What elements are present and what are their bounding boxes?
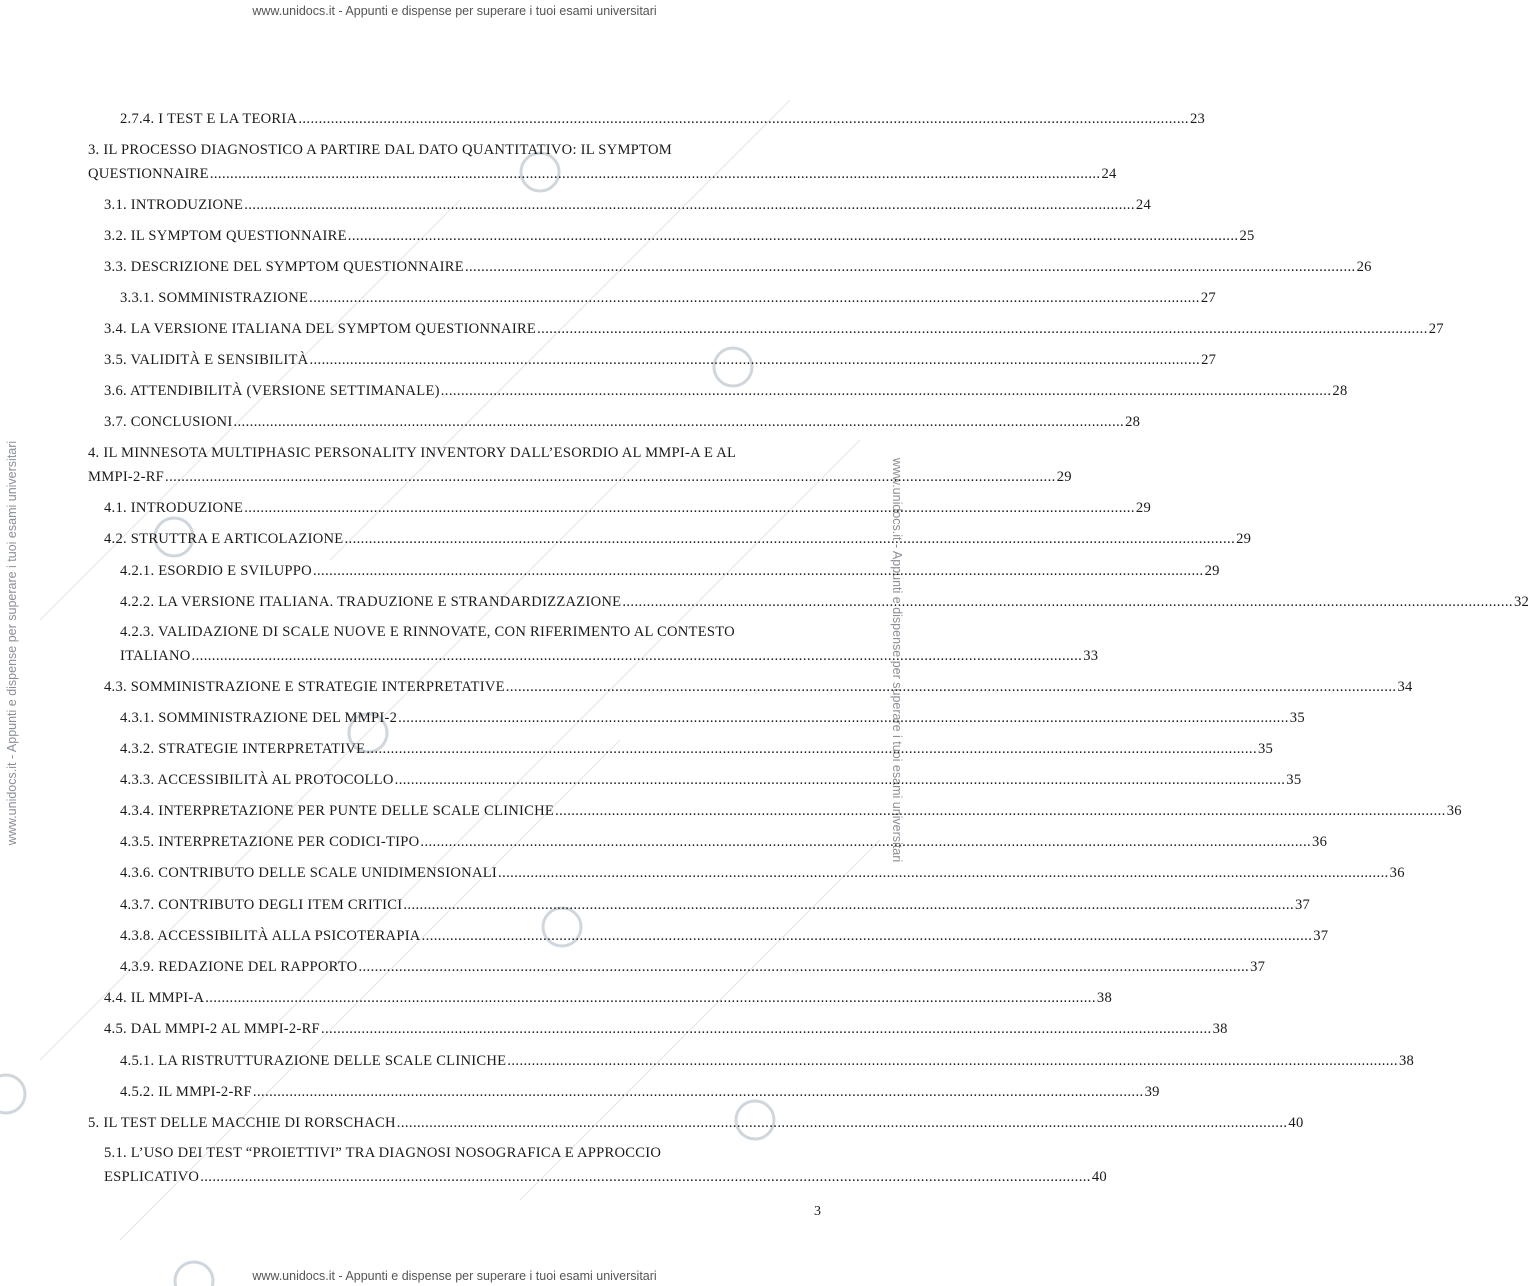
toc-entry-title: 4.2.1. ESORDIO E SVILUPPO <box>120 563 312 579</box>
toc-entry-page: 35 <box>1289 710 1305 726</box>
toc-leader-dots: ............................................................................................................................................................................................................................ <box>622 594 1513 610</box>
toc-entry-page: 32 <box>1513 594 1529 610</box>
toc-entry-page: 25 <box>1239 228 1255 244</box>
toc-entry-page: 33 <box>1083 648 1099 664</box>
toc-leader-dots: ............................................................................................................................................................................................................................ <box>498 865 1389 881</box>
toc-entry-page: 35 <box>1286 772 1302 788</box>
toc-leader-dots: ............................................................................................................................................................................................................................ <box>537 321 1428 337</box>
toc-entry-title: 4.3.6. CONTRIBUTO DELLE SCALE UNIDIMENSIONALI <box>120 865 498 881</box>
toc-entry-page: 29 <box>1236 531 1252 547</box>
toc-entry[interactable] <box>120 593 1529 611</box>
toc-entry-page: 38 <box>1398 1053 1415 1069</box>
toc-leader-dots: ............................................................................................................................................................................................................................ <box>396 1115 1288 1131</box>
toc-leader-dots: ............................................................................................................................................................................................................................ <box>209 166 1101 182</box>
toc-entry[interactable] <box>104 1168 1107 1186</box>
toc-entry[interactable] <box>104 530 1252 548</box>
toc-entry-title: 3.7. CONCLUSIONI <box>104 414 233 430</box>
toc-leader-dots: ............................................................................................................................................................................................................................ <box>358 959 1250 975</box>
toc-entry[interactable] <box>120 802 1462 820</box>
toc-entry-title: 3.2. IL SYMPTOM QUESTIONNAIRE <box>104 228 347 244</box>
toc-entry-title: 4.3.2. STRATEGIE INTERPRETATIVE <box>120 741 366 757</box>
toc-leader-dots: ............................................................................................................................................................................................................................ <box>233 414 1125 430</box>
toc-entry-title: 4.2.2. LA VERSIONE ITALIANA. TRADUZIONE E STRANDARDIZZAZIONE <box>120 594 622 610</box>
toc-leader-dots: ............................................................................................................................................................................................................................ <box>505 679 1397 695</box>
toc-entry[interactable] <box>104 1020 1228 1038</box>
toc-leader-dots: ............................................................................................................................................................................................................................ <box>398 710 1289 726</box>
toc-entry-title: 4.3.1. SOMMINISTRAZIONE DEL MMPI-2 <box>120 710 398 726</box>
toc-entry[interactable] <box>104 678 1413 696</box>
toc-leader-dots: ............................................................................................................................................................................................................................ <box>320 1021 1212 1037</box>
toc-leader-dots: ............................................................................................................................................................................................................................ <box>403 897 1294 913</box>
toc-entry-title: 4.5. DAL MMPI-2 AL MMPI-2-RF <box>104 1021 320 1037</box>
watermark-side-right: www.unidocs.it - Appunti e dispense per superare i tuoi esami universitari <box>890 457 904 863</box>
toc-leader-dots: ............................................................................................................................................................................................................................ <box>252 1084 1144 1100</box>
toc-entry-page: 37 <box>1295 897 1311 913</box>
toc-entry-title: 3.3.1. SOMMINISTRAZIONE <box>120 290 309 306</box>
toc-entry[interactable] <box>88 1114 1304 1132</box>
toc-entry-page: 24 <box>1101 166 1117 182</box>
toc-entry-title: 3.4. LA VERSIONE ITALIANA DEL SYMPTOM QUESTIONNAIRE <box>104 321 537 337</box>
watermark-banner-bottom: www.unidocs.it - Appunti e dispense per superare i tuoi esami universitari <box>252 1269 657 1283</box>
toc-entry-title: 3.1. INTRODUZIONE <box>104 197 244 213</box>
toc-entry-title: 4.3.5. INTERPRETAZIONE PER CODICI-TIPO <box>120 834 420 850</box>
toc-entry-page: 40 <box>1091 1169 1107 1185</box>
toc-entry-page: 23 <box>1189 111 1206 127</box>
toc-entry-page: 35 <box>1258 741 1274 757</box>
toc-entry-title: 2.7.4. I TEST E LA TEORIA <box>120 111 298 127</box>
toc-leader-dots: ............................................................................................................................................................................................................................ <box>464 259 1356 275</box>
toc-entry[interactable] <box>120 289 1216 307</box>
toc-entry-title: 3.6. ATTENDIBILITÀ (VERSIONE SETTIMANALE) <box>104 383 440 399</box>
toc-entry-title-line1: 4. IL MINNESOTA MULTIPHASIC PERSONALITY INVENTORY DALL’ESORDIO AL MMPI-A E AL <box>88 445 737 461</box>
toc-entry[interactable] <box>120 740 1274 758</box>
toc-leader-dots: ............................................................................................................................................................................................................................ <box>191 648 1083 664</box>
toc-entry-page: 36 <box>1312 834 1328 850</box>
toc-entry-title: 4.3.8. ACCESSIBILITÀ ALLA PSICOTERAPIA <box>120 928 421 944</box>
toc-leader-dots: ............................................................................................................................................................................................................................ <box>200 1169 1091 1185</box>
toc-entry-page: 29 <box>1056 469 1072 485</box>
toc-leader-dots: ............................................................................................................................................................................................................................ <box>165 469 1056 485</box>
toc-entry-title: ESPLICATIVO <box>104 1169 200 1185</box>
toc-leader-dots: ............................................................................................................................................................................................................................ <box>507 1053 1398 1069</box>
toc-entry-page: 24 <box>1135 197 1151 213</box>
toc-entry-title: 4.3.3. ACCESSIBILITÀ AL PROTOCOLLO <box>120 772 394 788</box>
toc-entry-title: 3.3. DESCRIZIONE DEL SYMPTOM QUESTIONNAIRE <box>104 259 464 275</box>
toc-leader-dots: ............................................................................................................................................................................................................................ <box>298 111 1189 127</box>
toc-leader-dots: ............................................................................................................................................................................................................................ <box>344 531 1236 547</box>
toc-leader-dots: ............................................................................................................................................................................................................................ <box>309 352 1201 368</box>
page-number: 3 <box>814 1204 821 1219</box>
toc-entry-title-line1: 3. IL PROCESSO DIAGNOSTICO A PARTIRE DAL DATO QUANTITATIVO: IL SYMPTOM <box>88 142 672 158</box>
toc-leader-dots: ............................................................................................................................................................................................................................ <box>421 928 1313 944</box>
toc-entry-title: 3.5. VALIDITÀ E SENSIBILITÀ <box>104 352 309 368</box>
toc-entry-title: MMPI-2-RF <box>88 469 165 485</box>
toc-entry-page: 38 <box>1212 1021 1228 1037</box>
toc-entry[interactable] <box>104 227 1255 245</box>
toc-leader-dots: ............................................................................................................................................................................................................................ <box>205 990 1096 1006</box>
toc-entry[interactable] <box>104 382 1348 400</box>
toc-entry[interactable] <box>120 709 1305 727</box>
toc-entry-page: 29 <box>1204 563 1220 579</box>
toc-entry-page: 36 <box>1389 865 1405 881</box>
toc-entry[interactable] <box>120 833 1328 851</box>
toc-entry-page: 29 <box>1135 500 1151 516</box>
toc-entry-title: 4.5.1. LA RISTRUTTURAZIONE DELLE SCALE CLINICHE <box>120 1053 507 1069</box>
toc-entry[interactable] <box>104 351 1217 369</box>
toc-entry[interactable] <box>104 989 1112 1007</box>
toc-entry[interactable] <box>104 499 1151 517</box>
toc-entry[interactable] <box>120 647 1099 665</box>
toc-entry-page: 37 <box>1250 959 1266 975</box>
toc-entry-title: 4.5.2. IL MMPI-2-RF <box>120 1084 252 1100</box>
toc-entry[interactable] <box>104 320 1444 338</box>
toc-leader-dots: ............................................................................................................................................................................................................................ <box>312 563 1204 579</box>
toc-leader-dots: ............................................................................................................................................................................................................................ <box>366 741 1257 757</box>
toc-leader-dots: ............................................................................................................................................................................................................................ <box>555 803 1446 819</box>
toc-leader-dots: ............................................................................................................................................................................................................................ <box>244 197 1135 213</box>
toc-entry-page: 26 <box>1356 259 1372 275</box>
toc-entry[interactable] <box>120 771 1302 789</box>
toc-entry[interactable] <box>120 1083 1160 1101</box>
toc-entry[interactable] <box>120 110 1206 128</box>
toc-entry-title: 4.3.4. INTERPRETAZIONE PER PUNTE DELLE SCALE CLINICHE <box>120 803 555 819</box>
toc-entry-title: 4.3.9. REDAZIONE DEL RAPPORTO <box>120 959 358 975</box>
toc-entry-page: 27 <box>1428 321 1444 337</box>
toc-entry-title: 4.2. STRUTTRA E ARTICOLAZIONE <box>104 531 344 547</box>
toc-entry-title: 4.3. SOMMINISTRAZIONE E STRATEGIE INTERPRETATIVE <box>104 679 505 695</box>
toc-leader-dots: ............................................................................................................................................................................................................................ <box>347 228 1239 244</box>
toc-entry[interactable] <box>120 896 1311 914</box>
toc-entry[interactable] <box>120 927 1329 945</box>
watermark-side-left: www.unidocs.it - Appunti e dispense per superare i tuoi esami universitari <box>5 440 19 846</box>
toc-entry-title-line1: 4.2.3. VALIDAZIONE DI SCALE NUOVE E RINNOVATE, CON RIFERIMENTO AL CONTESTO <box>120 624 735 640</box>
watermark-banner-top: www.unidocs.it - Appunti e dispense per superare i tuoi esami universitari <box>252 4 657 18</box>
toc-entry-page: 36 <box>1446 803 1462 819</box>
toc-entry-title: 4.3.7. CONTRIBUTO DEGLI ITEM CRITICI <box>120 897 403 913</box>
toc-entry-page: 39 <box>1144 1084 1160 1100</box>
toc-leader-dots: ............................................................................................................................................................................................................................ <box>309 290 1200 306</box>
toc-entry-page: 28 <box>1332 383 1348 399</box>
toc-entry-page: 28 <box>1125 414 1141 430</box>
toc-entry-title: ITALIANO <box>120 648 191 664</box>
toc-leader-dots: ............................................................................................................................................................................................................................ <box>420 834 1312 850</box>
toc-entry[interactable] <box>104 258 1372 276</box>
toc-leader-dots: ............................................................................................................................................................................................................................ <box>244 500 1135 516</box>
toc-entry-title: QUESTIONNAIRE <box>88 166 209 182</box>
toc-entry[interactable] <box>88 468 1072 486</box>
toc-entry-title-line1: 5.1. L’USO DEI TEST “PROIETTIVI” TRA DIAGNOSI NOSOGRAFICA E APPROCCIO <box>104 1145 662 1161</box>
toc-entry-title: 5. IL TEST DELLE MACCHIE DI RORSCHACH <box>88 1115 396 1131</box>
toc-entry-page: 40 <box>1288 1115 1304 1131</box>
toc-entry-page: 38 <box>1096 990 1112 1006</box>
toc-leader-dots: ............................................................................................................................................................................................................................ <box>440 383 1332 399</box>
toc-entry[interactable] <box>120 864 1405 882</box>
toc-entry-page: 27 <box>1200 290 1216 306</box>
toc-entry[interactable] <box>104 196 1151 214</box>
toc-leader-dots: ............................................................................................................................................................................................................................ <box>394 772 1286 788</box>
toc-entry[interactable] <box>88 165 1117 183</box>
toc-entry-page: 34 <box>1397 679 1413 695</box>
toc-entry-title: 4.4. IL MMPI-A <box>104 990 205 1006</box>
toc-entry-title: 4.1. INTRODUZIONE <box>104 500 244 516</box>
toc-entry[interactable] <box>120 1052 1415 1070</box>
toc-entry[interactable] <box>120 958 1266 976</box>
toc-entry[interactable] <box>120 562 1220 580</box>
toc-entry[interactable] <box>104 413 1141 431</box>
toc-entry-page: 27 <box>1201 352 1217 368</box>
toc-entry-page: 37 <box>1313 928 1329 944</box>
